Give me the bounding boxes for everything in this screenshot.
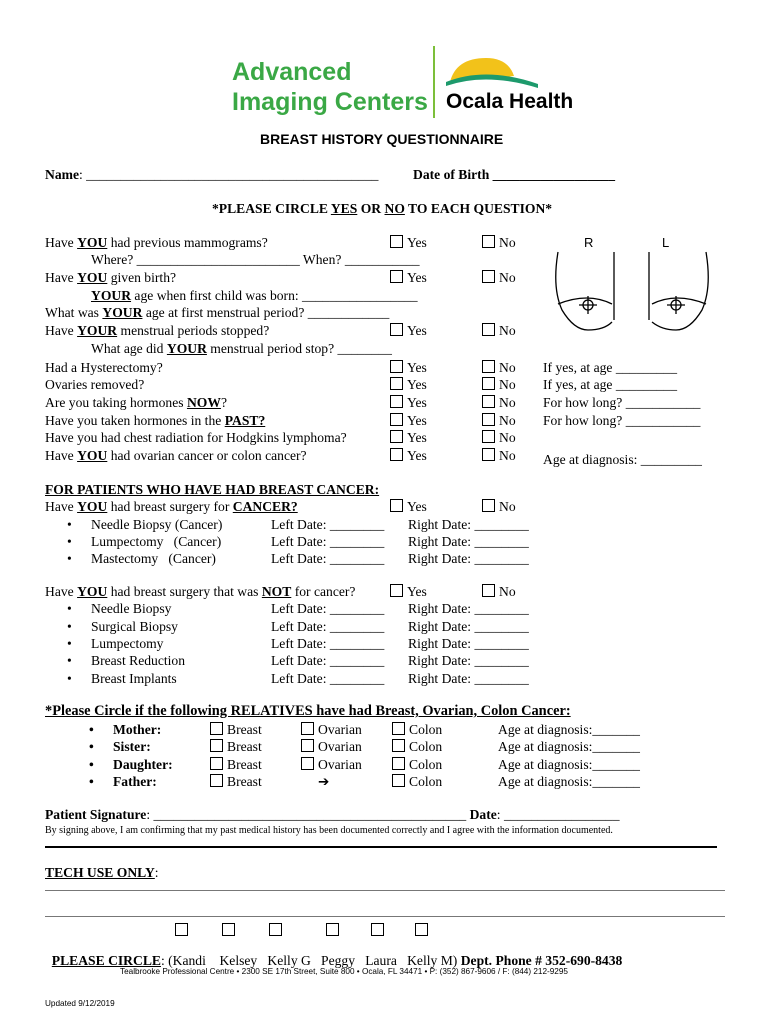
q-birth-age[interactable]: YOUR age when first child was born: _________________ (91, 288, 418, 303)
ovarian-option[interactable]: Ovarian (301, 756, 362, 773)
checkbox-icon (482, 323, 495, 336)
list-item: • Breast Reduction (91, 652, 185, 669)
yes-option[interactable]: Yes (390, 359, 427, 376)
tech-names: : (Kandi Kelsey Kelly G Peggy Laura Kelly M) (160, 953, 458, 968)
yes-option[interactable]: Yes (390, 429, 427, 446)
left-date[interactable]: Left Date: ________ (271, 517, 385, 532)
yes-option[interactable]: Yes (390, 269, 427, 286)
updated-date: Updated 9/12/2019 (45, 999, 115, 1008)
checkbox-icon (210, 722, 223, 735)
tech-line[interactable] (45, 890, 725, 891)
left-date[interactable]: Left Date: ________ (271, 551, 385, 566)
q-mammograms: Have YOU had previous mammograms? (45, 235, 268, 250)
logo-line1: Advanced (232, 58, 352, 86)
instruction-no: NO (384, 201, 405, 216)
divider (45, 846, 717, 848)
checkbox-icon (301, 739, 314, 752)
right-date[interactable]: Right Date: ________ (408, 534, 529, 549)
signature-field[interactable] (45, 806, 620, 823)
checkbox-icon (482, 395, 495, 408)
ovaries-age[interactable]: If yes, at age _________ (543, 377, 678, 392)
checkbox-icon (301, 722, 314, 735)
breast-option[interactable]: Breast (210, 773, 262, 790)
age-at-diagnosis[interactable]: Age at diagnosis:_______ (498, 774, 640, 789)
colon-option[interactable]: Colon (392, 773, 442, 790)
instruction (212, 200, 552, 217)
breast-option[interactable]: Breast (210, 756, 262, 773)
right-date[interactable]: Right Date: ________ (408, 619, 529, 634)
q-mammograms-where[interactable]: Where? ________________________ When? ___________ (91, 252, 420, 267)
yes-option[interactable]: Yes (390, 498, 427, 515)
q-hormones-past: Have you taken hormones in the PAST? (45, 413, 266, 428)
address-footer: Tealbrooke Professional Centre • 2300 SE 17th Street, Suite 800 • Ocala, FL 34471 • P: (352) 867-9606 / F: (844) 212-9295 (120, 967, 568, 976)
q-periods-stopped: Have YOUR menstrual periods stopped? (45, 323, 270, 338)
instruction-mid: OR (357, 201, 385, 216)
checkbox-icon (390, 395, 403, 408)
list-item: • Lumpectomy (91, 635, 163, 652)
checkbox-icon (482, 235, 495, 248)
colon-option[interactable]: Colon (392, 721, 442, 738)
sun-logo-icon (446, 52, 538, 92)
checkbox-icon (390, 235, 403, 248)
colon-option[interactable]: Colon (392, 756, 442, 773)
breast-outline-icon (548, 248, 718, 338)
instruction-pre: *PLEASE CIRCLE (212, 201, 331, 216)
checkbox-icon (390, 377, 403, 390)
checkbox-icon (390, 360, 403, 373)
no-option[interactable]: No (482, 322, 516, 339)
checkbox-icon (482, 413, 495, 426)
left-date[interactable]: Left Date: ________ (271, 534, 385, 549)
no-option[interactable]: No (482, 234, 516, 251)
logo-partner: Ocala Health (446, 90, 574, 113)
yes-option[interactable]: Yes (390, 447, 427, 464)
hormones-now-duration[interactable]: For how long? ___________ (543, 395, 701, 410)
right-date[interactable]: Right Date: ________ (408, 517, 529, 532)
checkbox-icon (392, 722, 405, 735)
left-date[interactable]: Left Date: ________ (271, 601, 385, 616)
checkbox-icon (482, 448, 495, 461)
logo-divider (433, 46, 435, 118)
yes-option[interactable]: Yes (390, 412, 427, 429)
checkbox-icon (482, 430, 495, 443)
checkbox-icon (390, 270, 403, 283)
name-field[interactable] (45, 166, 378, 183)
yes-option[interactable]: Yes (390, 376, 427, 393)
logo-line2: Imaging Centers (232, 88, 428, 116)
date-label: Date (469, 807, 497, 822)
q-period-stop-age[interactable]: What age did YOUR menstrual period stop? ________ (91, 341, 392, 356)
signature-blank: : ______________________________________________ (146, 807, 467, 822)
q-noncancer-surgery: Have YOU had breast surgery that was NOT for cancer? (45, 584, 356, 599)
circle-label: PLEASE CIRCLE (51, 953, 161, 968)
no-option[interactable]: No (482, 269, 516, 286)
list-item: • Lumpectomy (Cancer) (91, 533, 221, 550)
q-ovaries: Ovaries removed? (45, 377, 145, 392)
q-radiation: Have you had chest radiation for Hodgkins lymphoma? (45, 430, 347, 445)
checkbox-icon (390, 323, 403, 336)
checkbox-icon (301, 757, 314, 770)
no-option[interactable]: No (482, 394, 516, 411)
checkbox-icon (482, 360, 495, 373)
no-option[interactable]: No (482, 583, 516, 600)
checkbox-icon (210, 757, 223, 770)
q-birth: Have YOU given birth? (45, 270, 177, 285)
checkbox-icon (390, 499, 403, 512)
consent-text: By signing above, I am confirming that my past medical history has been documented correctly and I agree with the information documented. (45, 825, 613, 836)
page-title: BREAST HISTORY QUESTIONNAIRE (260, 131, 504, 147)
checkbox-icon (390, 584, 403, 597)
list-item: • Mastectomy (Cancer) (91, 550, 216, 567)
no-option[interactable]: No (482, 359, 516, 376)
date-blank: : _________________ (496, 807, 620, 822)
relative-sister: • Sister: (113, 738, 151, 755)
age-at-diagnosis[interactable]: Age at diagnosis:_______ (498, 739, 640, 754)
dept-phone: Dept. Phone # 352-690-8438 (460, 953, 623, 968)
no-option[interactable]: No (482, 376, 516, 393)
age-at-diagnosis[interactable]: Age at diagnosis:_______ (498, 722, 640, 737)
yes-option[interactable]: Yes (390, 234, 427, 251)
hormones-past-duration[interactable]: For how long? ___________ (543, 413, 701, 428)
checkbox-icon (482, 584, 495, 597)
no-option[interactable]: No (482, 498, 516, 515)
breast-option[interactable]: Breast (210, 738, 262, 755)
relative-father: • Father: (113, 773, 157, 790)
tech-use-label: TECH USE ONLY: (45, 865, 159, 880)
dob-field[interactable]: Date of Birth __________________ (413, 167, 616, 182)
checkbox-icon (482, 499, 495, 512)
list-item: • Needle Biopsy (91, 600, 171, 617)
tech-line[interactable] (45, 916, 725, 917)
checkbox-icon (390, 413, 403, 426)
checkbox-icon (210, 774, 223, 787)
checkbox-icon (392, 757, 405, 770)
left-date[interactable]: Left Date: ________ (271, 671, 385, 686)
ovarian-option[interactable]: Ovarian (301, 721, 362, 738)
name-blank: : ___________________________________________ (78, 167, 379, 182)
signature-label: Patient Signature (45, 807, 147, 822)
colon-option[interactable]: Colon (392, 738, 442, 755)
left-date[interactable]: Left Date: ________ (271, 636, 385, 651)
no-option[interactable]: No (482, 412, 516, 429)
q-hysterectomy: Had a Hysterectomy? (45, 360, 163, 375)
left-date[interactable]: Left Date: ________ (271, 653, 385, 668)
right-date[interactable]: Right Date: ________ (408, 551, 529, 566)
diagram-label-l: L (662, 235, 670, 250)
name-label: Name (45, 167, 79, 182)
hysterectomy-age[interactable]: If yes, at age _________ (543, 360, 678, 375)
right-date[interactable]: Right Date: ________ (408, 653, 529, 668)
right-date[interactable]: Right Date: ________ (408, 671, 529, 686)
breast-option[interactable]: Breast (210, 721, 262, 738)
q-hormones-now: Are you taking hormones NOW? (45, 395, 227, 410)
checkbox-icon (392, 774, 405, 787)
cancer-section-heading: FOR PATIENTS WHO HAVE HAD BREAST CANCER: (45, 482, 380, 497)
cancer-diagnosis-age[interactable]: Age at diagnosis: _________ (543, 452, 702, 467)
checkbox-icon (482, 270, 495, 283)
yes-option[interactable]: Yes (390, 322, 427, 339)
q-first-period[interactable]: What was YOUR age at first menstrual period? ____________ (45, 305, 390, 320)
q-cancer-surgery: Have YOU had breast surgery for CANCER? (45, 499, 298, 514)
age-at-diagnosis[interactable]: Age at diagnosis:_______ (498, 757, 640, 772)
q-ovarian-colon: Have YOU had ovarian cancer or colon cancer? (45, 448, 307, 463)
diagram-label-r: R (584, 235, 594, 250)
relative-daughter: • Daughter: (113, 756, 173, 773)
right-date[interactable]: Right Date: ________ (408, 636, 529, 651)
left-date[interactable]: Left Date: ________ (271, 619, 385, 634)
instruction-post: TO EACH QUESTION* (404, 201, 553, 216)
relative-mother: • Mother: (113, 721, 161, 738)
list-item: • Needle Biopsy (Cancer) (91, 516, 222, 533)
checkbox-icon (482, 377, 495, 390)
relatives-heading: *Please Circle if the following RELATIVES have had Breast, Ovarian, Colon Cancer: (45, 703, 571, 719)
arrow-icon: ➔ (318, 774, 330, 789)
instruction-yes: YES (330, 201, 358, 216)
checkbox-icon (390, 448, 403, 461)
ovarian-option[interactable]: Ovarian (301, 738, 362, 755)
no-option[interactable]: No (482, 429, 516, 446)
yes-option[interactable]: Yes (390, 583, 427, 600)
right-date[interactable]: Right Date: ________ (408, 601, 529, 616)
checkbox-icon (392, 739, 405, 752)
no-option[interactable]: No (482, 447, 516, 464)
checkbox-icon (390, 430, 403, 443)
list-item: • Breast Implants (91, 670, 177, 687)
yes-option[interactable]: Yes (390, 394, 427, 411)
checkbox-icon (210, 739, 223, 752)
list-item: • Surgical Biopsy (91, 618, 178, 635)
